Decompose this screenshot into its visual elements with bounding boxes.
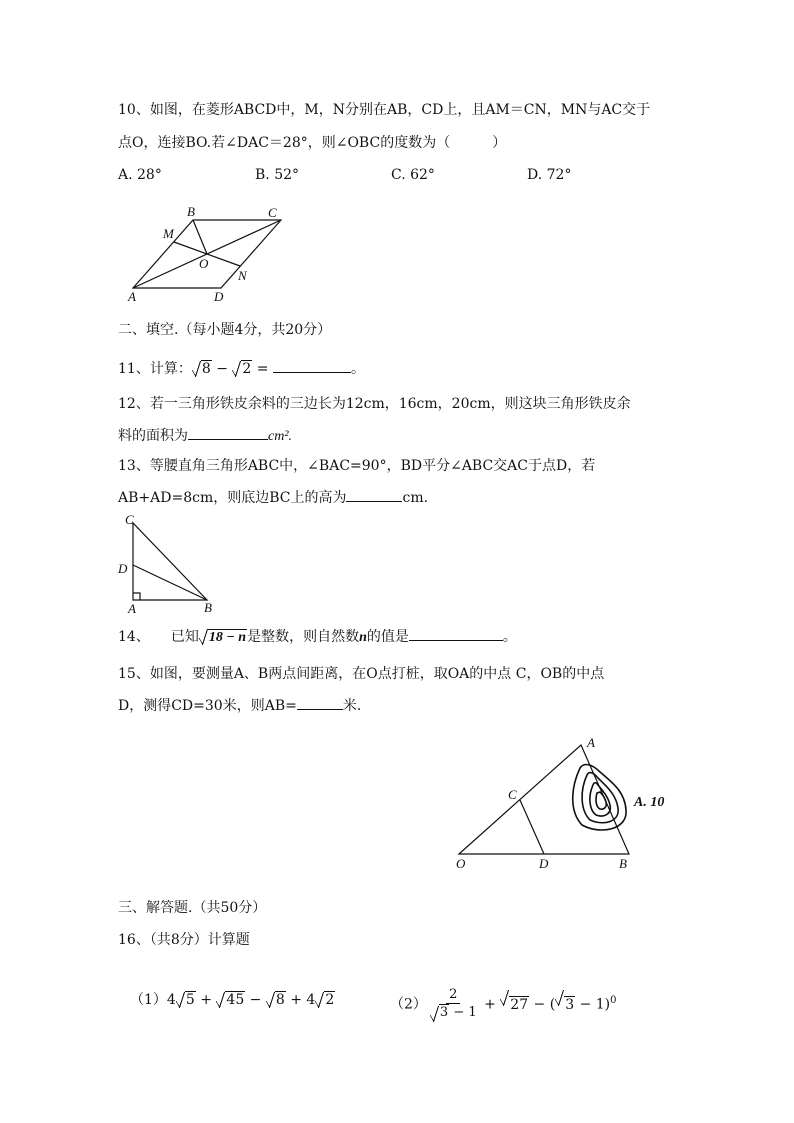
- q16-p2-exponent: 0: [610, 995, 617, 1006]
- label-d: D: [118, 561, 128, 576]
- sqrt-8: [192, 359, 212, 379]
- q13-prefix: AB+AD=8cm，则底边BC上的高为: [118, 490, 347, 506]
- sqrt-8: [266, 990, 286, 1010]
- sqrt-5: [176, 990, 196, 1010]
- q11: [118, 358, 365, 379]
- pond-contours: [573, 765, 626, 830]
- q16-p1-op1: +: [195, 992, 217, 1008]
- q14-middle: 是整数，则自然数: [247, 629, 360, 645]
- q16-p2-label: （2）: [390, 996, 427, 1013]
- q16-p1-r4: 2: [325, 992, 335, 1008]
- q15-line2: [118, 695, 361, 716]
- q13-suffix: cm.: [402, 490, 429, 506]
- q12-unit: cm².: [268, 429, 293, 444]
- label-a: A: [128, 289, 136, 304]
- label-b: B: [619, 856, 627, 871]
- sqrt-45: [216, 990, 245, 1010]
- q12-prefix: 料的面积为: [118, 428, 188, 444]
- q16-p1-r3: 8: [275, 992, 285, 1008]
- q13-line2: [118, 487, 428, 508]
- q16-p2-r1: 27: [510, 996, 529, 1013]
- sqrt-18-n: [199, 627, 247, 648]
- q12-line1: 12、若一三角形铁皮余料的三边长为12cm，16cm，20cm，则这块三角形铁皮余: [118, 396, 631, 412]
- q14: [118, 626, 517, 648]
- label-a: A: [587, 735, 595, 750]
- q10-line1: 10、如图，在菱形ABCD中，M，N分别在AB，CD上，且AM＝CN，MN与AC交于: [118, 102, 651, 118]
- q11-minus: −: [211, 361, 233, 377]
- fraction: [430, 987, 477, 1022]
- right-triangle-figure: [112, 510, 232, 618]
- label-d: D: [539, 856, 549, 871]
- q11-end: 。: [350, 361, 365, 377]
- q10-option-b: B. 52°: [255, 167, 300, 183]
- q16-p2-den-rest: − 1: [449, 1005, 477, 1021]
- label-d: D: [214, 289, 224, 304]
- q16-p1-r2: 45: [226, 992, 245, 1008]
- sqrt-27: [500, 988, 529, 1022]
- label-o: O: [199, 256, 209, 271]
- fraction-denominator: [430, 1004, 477, 1022]
- q16-p1-c1: 4: [166, 992, 176, 1008]
- q14-prefix: 14、 已知: [118, 629, 199, 645]
- q11-radicand-2: 2: [242, 361, 252, 377]
- q11-prefix: 11、计算：: [118, 361, 192, 377]
- q15-answer-blank[interactable]: [297, 695, 343, 710]
- q16-part2: [390, 984, 617, 1022]
- pond-figure: [450, 730, 690, 875]
- q16-p1-r1: 5: [185, 992, 195, 1008]
- fraction-numerator: 2: [446, 987, 460, 1004]
- q16-p1-label: （1）: [130, 992, 167, 1008]
- q10-option-a: A. 28°: [118, 167, 162, 183]
- sqrt-2: [232, 359, 252, 379]
- q16-p2-tail: − 1): [575, 996, 611, 1013]
- label-m: M: [163, 226, 174, 241]
- q15-suffix: 米.: [342, 698, 362, 714]
- q12-answer-blank[interactable]: [188, 425, 268, 440]
- q16-p2-op2: − (: [529, 996, 556, 1013]
- q16-part1: [130, 990, 335, 1010]
- label-n: N: [238, 268, 247, 283]
- side-label: A. 10: [634, 795, 665, 810]
- q14-suffix: 的值是: [366, 629, 409, 645]
- label-c: C: [508, 787, 517, 802]
- q16-p2-r2: 3: [565, 996, 575, 1013]
- q16-title: 16、（共8分）计算题: [118, 932, 250, 948]
- q14-radicand: 18 − n: [208, 630, 247, 645]
- q13-answer-blank[interactable]: [346, 487, 402, 502]
- q15-line1: 15、如图，要测量A、B两点间距离，在O点打桩，取OA的中点 C，OB的中点: [118, 666, 605, 682]
- label-o: O: [456, 856, 466, 871]
- q16-p1-op3: + 4: [285, 992, 316, 1008]
- q10-option-d: D. 72°: [527, 167, 572, 183]
- q11-radicand-1: 8: [201, 361, 211, 377]
- sqrt-3: [555, 988, 575, 1022]
- rhombus-figure: [110, 200, 310, 310]
- q16-p2-op1: +: [479, 996, 501, 1013]
- section2-heading: 二、填空.（每小题4分，共20分）: [118, 322, 332, 338]
- label-c: C: [268, 205, 277, 220]
- q11-answer-blank[interactable]: [273, 358, 351, 373]
- q14-end: 。: [502, 629, 517, 645]
- q11-equals: =: [252, 361, 273, 377]
- q14-var: n: [359, 630, 367, 645]
- q13-line1: 13、等腰直角三角形ABC中，∠BAC=90°，BD平分∠ABC交AC于点D，若: [118, 458, 596, 474]
- q16-p2-den-r: 3: [439, 1005, 449, 1021]
- sqrt-3: [430, 1004, 449, 1022]
- q16-p1-op2: −: [245, 992, 266, 1008]
- q10-line2: 点O，连接BO.若∠DAC＝28°，则∠OBC的度数为（ ）: [118, 135, 507, 151]
- sqrt-2: [315, 990, 335, 1010]
- label-b: B: [204, 600, 212, 615]
- q12-line2: [118, 425, 292, 447]
- section3-heading: 三、解答题.（共50分）: [118, 900, 267, 916]
- q10-option-c: C. 62°: [391, 167, 435, 183]
- label-a: A: [128, 601, 136, 616]
- label-c: C: [125, 512, 134, 527]
- label-b: B: [187, 204, 195, 219]
- q14-answer-blank[interactable]: [409, 626, 503, 641]
- q15-prefix: D，测得CD=30米，则AB=: [118, 698, 297, 714]
